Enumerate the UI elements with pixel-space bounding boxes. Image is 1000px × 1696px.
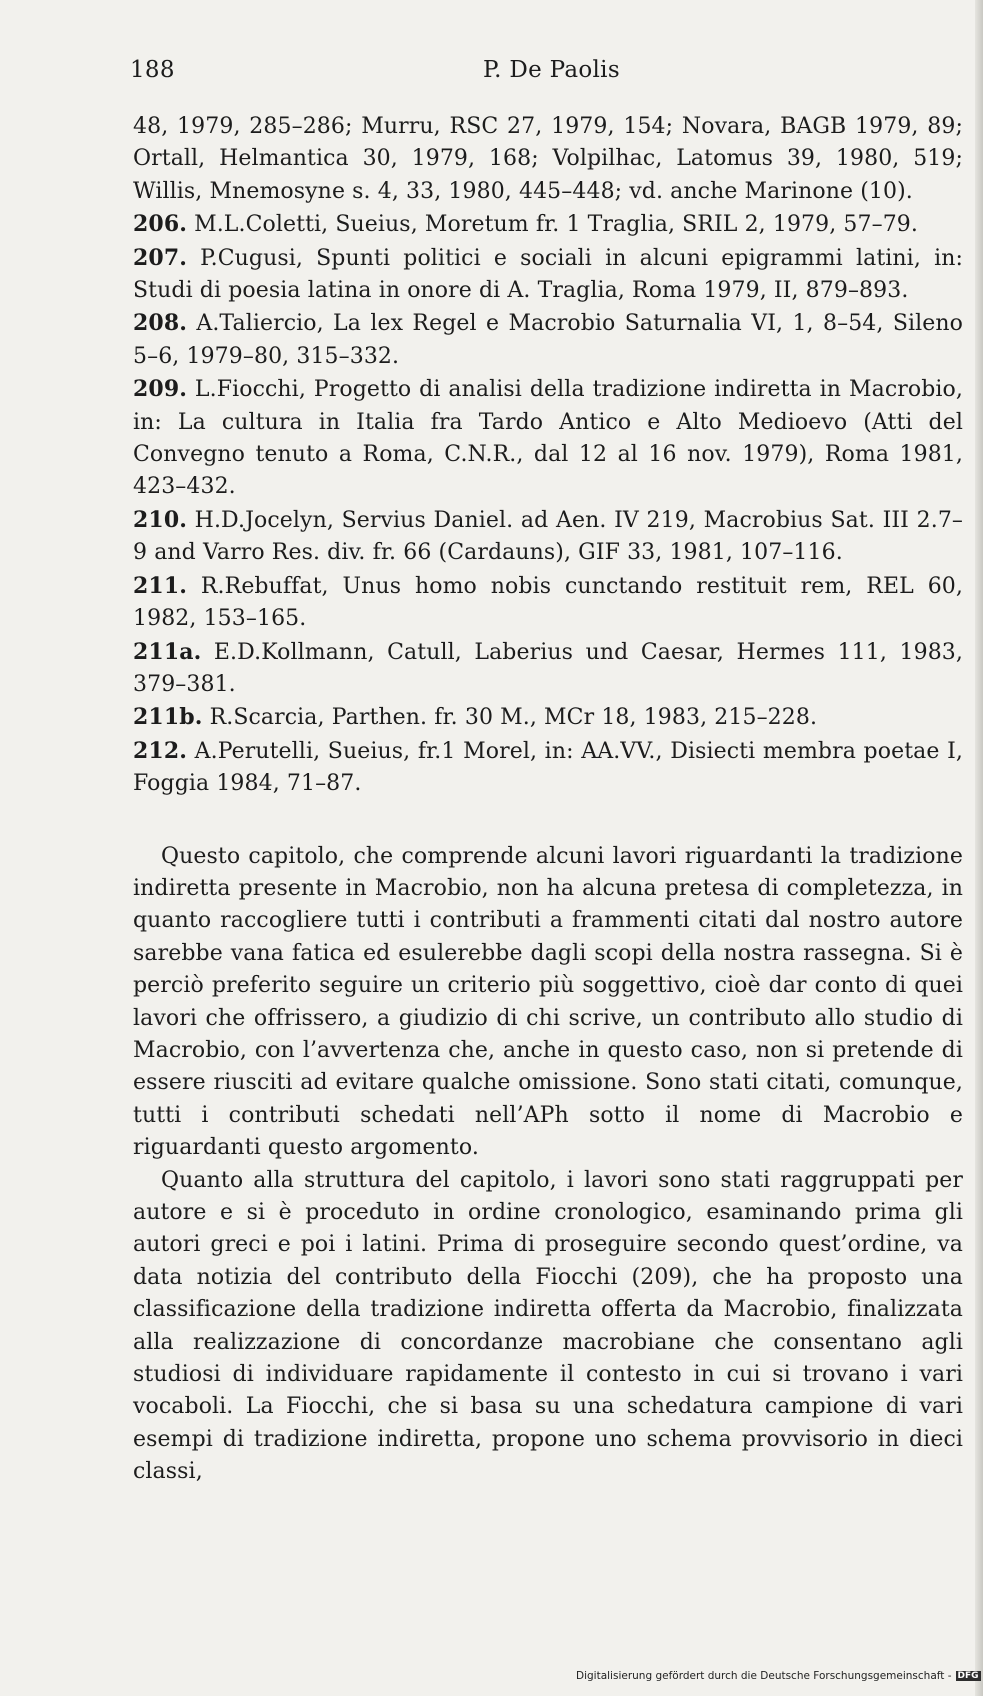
entry-number: 208. <box>133 310 187 337</box>
bibliography-entry <box>133 504 963 570</box>
entry-number: 212. <box>133 737 187 764</box>
entry-number: 209. <box>133 376 187 403</box>
entry-text: H.D.Jocelyn, Servius Daniel. ad Aen. IV 219, Macrobius Sat. III 2.7–9 and Varro Res. div. fr. 66 (Cardauns), GIF 33, 1981, 107–116. <box>133 507 964 566</box>
entry-number: 210. <box>133 506 187 533</box>
entry-text: R.Rebuffat, Unus homo nobis cunctando restituit rem, REL 60, 1982, 153–165. <box>133 573 964 632</box>
body-paragraph: Questo capitolo, che comprende alcuni lavori riguardanti la tradizione indiretta presente in Macrobio, non ha alcuna pretesa di completezza, in quanto raccogliere tutti i contributi a frammenti citati dal nostro autore sarebbe vana fatica ed esulerebbe dagli scopi della nostra rassegna. Si è perciò preferito seguire un criterio più soggettivo, cioè dar conto di quei lavori che offrissero, a giudizio di chi scrive, un contributo allo studio di Macrobio, con l’avvertenza che, anche in questo caso, non si pretende di essere riusciti ad evitare qualche omissione. Sono stati citati, comunque, tutti i contributi schedati nell’APh sotto il nome di Macrobio e riguardanti questo argomento. <box>133 843 963 1161</box>
entry-text: E.D.Kollmann, Catull, Laberius und Caesar, Hermes 111, 1983, 379–381. <box>133 639 963 697</box>
section-gap <box>133 801 963 841</box>
bibliography-entry <box>133 570 963 636</box>
bibliography-entry <box>133 701 963 734</box>
scan-margin <box>983 0 1000 1696</box>
dfg-logo-icon: DFG <box>957 1671 979 1681</box>
page-body <box>133 110 963 1489</box>
entry-number: 211. <box>133 572 187 599</box>
bibliography-entry <box>133 636 963 702</box>
entry-text: A.Perutelli, Sueius, fr.1 Morel, in: AA.VV., Disiecti membra poetae I, Foggia 1984, 71–87. <box>133 738 963 797</box>
entry-text: P.Cugusi, Spunti politici e sociali in alcuni epigrammi latini, in: Studi di poesia latina in onore di A. Traglia, Roma 1979, II, 879–893. <box>133 245 963 304</box>
bibliography-entry <box>133 208 963 241</box>
entry-text: M.L.Coletti, Sueius, Moretum fr. 1 Traglia, SRIL 2, 1979, 57–79. <box>194 212 919 238</box>
bibliography-entry <box>133 110 963 208</box>
bibliography-entry <box>133 735 963 801</box>
digitization-footer <box>576 1670 979 1690</box>
entry-number: 207. <box>133 244 187 271</box>
body-paragraph: Quanto alla struttura del capitolo, i lavori sono stati raggruppati per autore e si è proceduto in ordine cronologico, esaminando prima gli autori greci e poi i latini. Prima di proseguire secondo quest’ordine, va data notizia del contributo della Fiocchi (209), che ha proposto una classificazione della tradizione indiretta offerta da Macrobio, finalizzata alla realizzazione di concordanze macrobiane che consentano agli studiosi di individuare rapidamente il contesto in cui si trovano i vari vocaboli. La Fiocchi, che si basa su una schedatura campione di vari esempi di tradizione indiretta, propone uno schema provvisorio in dieci classi, <box>133 1167 963 1485</box>
page-edge-shadow <box>975 0 983 1696</box>
entry-text: A.Taliercio, La lex Regel e Macrobio Saturnalia VI, 1, 8–54, Sileno 5–6, 1979–80, 315–332. <box>133 311 964 369</box>
running-title: P. De Paolis <box>483 57 620 83</box>
entry-text: R.Scarcia, Parthen. fr. 30 M., MCr 18, 1983, 215–228. <box>209 705 818 731</box>
entry-number: 211a. <box>133 638 202 665</box>
entry-number: 206. <box>133 211 187 238</box>
entry-number: 211b. <box>133 704 203 731</box>
running-header <box>130 57 960 87</box>
footer-credit: Digitalisierung gefördert durch die Deutsche Forschungsgemeinschaft - <box>576 1670 952 1682</box>
bibliography-entry <box>133 242 963 308</box>
page-number: 188 <box>130 57 175 83</box>
bibliography-entry <box>133 373 963 504</box>
bibliography-entry <box>133 307 963 373</box>
entry-text: L.Fiocchi, Progetto di analisi della tradizione indiretta in Macrobio, in: La cultura in Italia fra Tardo Antico e Alto Medioevo (Atti del Convegno tenuto a Roma, C.N.R., dal 12 al 16 nov. 1979), Roma 1981, 423–432. <box>133 377 963 500</box>
entry-text: 48, 1979, 285–286; Murru, RSC 27, 1979, 154; Novara, BAGB 1979, 89; Ortall, Helmantica 30, 1979, 168; Volpilhac, Latomus 39, 1980, 519; Willis, Mnemosyne s. 4, 33, 1980, 445–448; vd. anche Marinone (10). <box>133 114 963 204</box>
